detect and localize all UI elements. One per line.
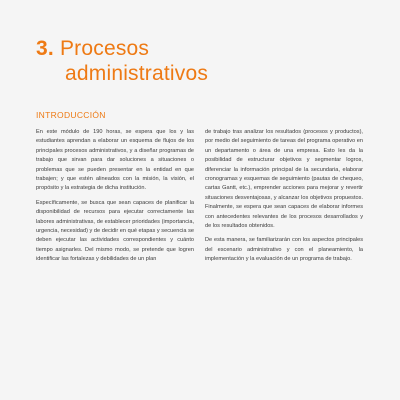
chapter-title — [36, 36, 208, 86]
paragraph: De esta manera, se familiarizarán con los aspectos principales del escenario administrativo y con el planeamiento, la implementación y la evaluación de un programa de trabajo. — [205, 237, 363, 263]
paragraph: En este módulo de 190 horas, se espera que los y las estudiantes aprendan a elaborar un esquema de flujos de los principales procesos administrativos, y a diseñar programas de trabajo que sirvan para dar soluciones a situaciones o problemas que se pueden presentar en la entidad en que trabajen; y que estén alineados con la misión, la visión, el propósito y la estrategia de dicha institución. — [36, 129, 194, 192]
left-text-column — [36, 128, 194, 270]
chapter-number: 3. — [36, 37, 54, 60]
paragraph: de trabajo tras analizar los resultados (procesos y productos), por medio del seguimiento de tareas del programa operativo en un departamento o área de una empresa. Esto les da la posibilidad de estructurar objetivos y segmentar logros, diferenciar la información principal de la secundaria, elaborar cronogramas y esquemas de seguimiento (pautas de chequeo, cartas Gantt, etc.), emprender acciones para mejorar y revertir situaciones desventajosas, y alcanzar los objetivos propuestos. Finalmente, se espera que sean capaces de elaborar informes con antecedentes relevantes de los procesos desarrollados y de los resultados obtenidos. — [205, 129, 363, 230]
section-title: INTRODUCCIÓN — [36, 110, 106, 120]
right-text-column — [205, 128, 363, 270]
paragraph: Específicamente, se busca que sean capaces de planificar la disponibilidad de recursos para ejecutar correctamente las labores administrativas, de establecer prioridades (importancia, urgencia, necesidad) y de decidir en qué etapas y secuencia se deben ejecutar las actividades correspondientes y cuánto tiempo asignarles. Del mismo modo, se pretende que logren identificar las fortalezas y debilidades de un plan — [36, 199, 194, 263]
chapter-title-line1: Procesos — [59, 37, 150, 60]
chapter-title-line2: administrativos — [65, 62, 209, 85]
